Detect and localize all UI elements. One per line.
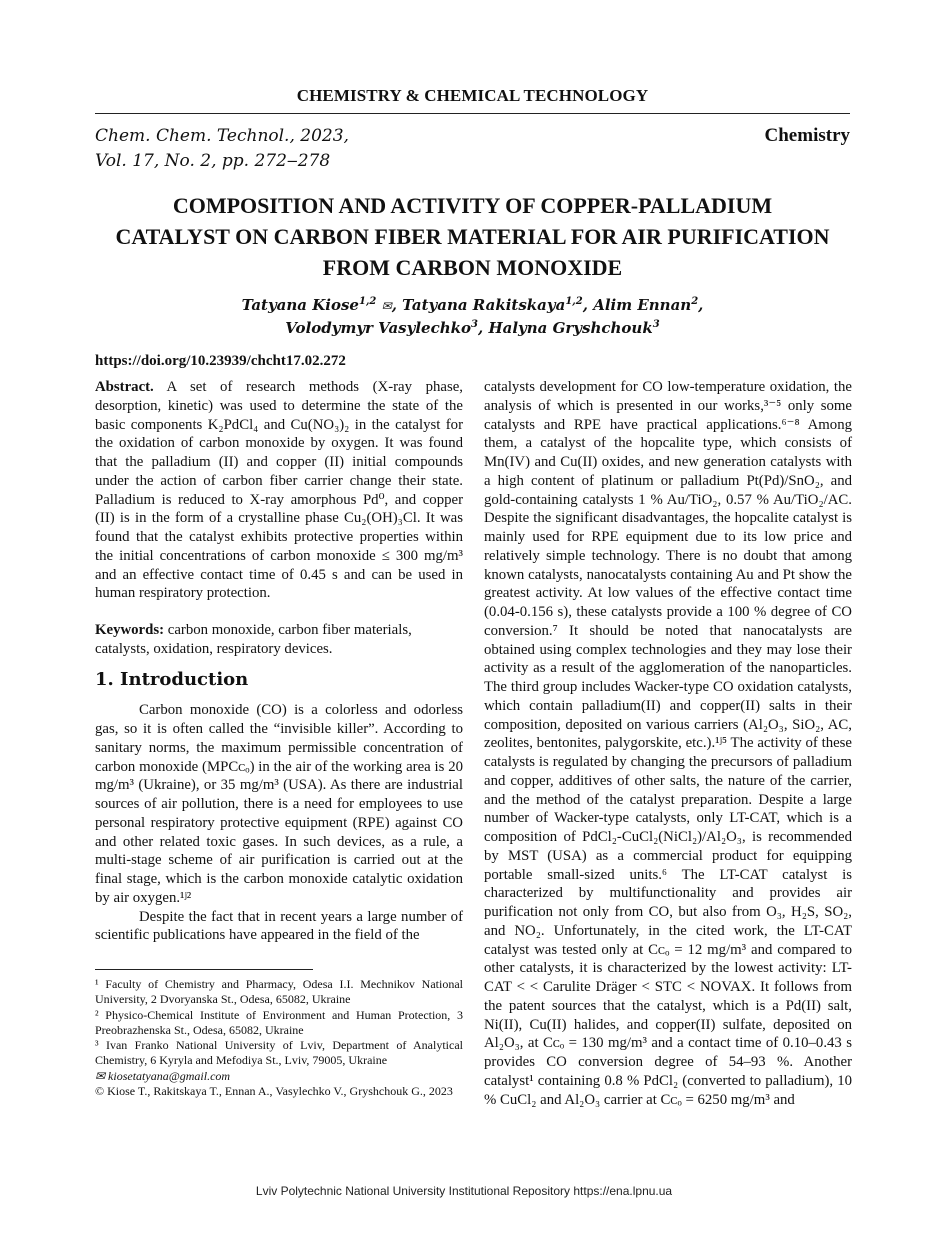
abstract-label: Abstract. xyxy=(95,379,154,395)
doi-link[interactable]: https://doi.org/10.23939/chcht17.02.272 xyxy=(95,353,346,369)
section-label: Chemistry xyxy=(764,125,850,146)
footnote-2: ² Physico-Chemical Institute of Environment and Human Protection, 3 Preobrazhenska St., Odesa, 65082, Ukraine xyxy=(95,1007,463,1037)
author-affiliation: 1,2 xyxy=(565,296,583,307)
author-affiliation: 3 xyxy=(471,319,478,330)
article-title xyxy=(95,190,850,283)
footnotes xyxy=(95,977,463,1099)
right-column-text: catalysts development for CO low-temperature oxidation, the analysis of which is presented in our works,³⁻⁵ only some catalysts and RPE have practical applications.⁶⁻⁸ Among them, a catalyst of the hopcalite type, which consists of Mn(IV) and Cu(II) oxides, and new generation catalysts with a high content of platinum or palladium Pt(Pd)/SnO₂, and gold-containing catalysts 1 % Au/TiO₂, 0.57 % Au/TiO₂/AC. Despite the significant disadvantages, the hopcalite catalyst is mainly used for RPE equipment due to its low price and relatively simple technology. There is no doubt that among known catalysts, nanocatalysts containing Au and Pt show the greatest activity. At low values of the effective contact time (0.04-0.156 s), these catalysts provide a 100 % degree of CO conversion.⁷ It should be noted that nanocatalysts are obtained using complex technologies and they may lose their activity as a result of the agglomeration of the nanoparticles. The third group includes Wacker-type CO oxidation catalysts, which contain palladium(II) and copper(II) salts in their composition, deposited on various carriers (Al₂O₃, SiO₂, AC, zeolites, bentonites, palygorskite, etc.).¹ʲ⁵ The activity of these catalysts is regulated by changing the precursors of palladium and copper, additives of other salts, the nature of the carrier, and the method of the catalyst preparation. Despite a large number of Wacker-type catalysts, only LT-CAT, which is a composition of PdCl₂-CuCl₂(NiCl₂)/Al₂O₃, is recommended by MST (USA) as a commercial product for equipping portable small-sized units.⁶ The LT-CAT catalyst is characterized by multifunctionality and provides air purification not only from CO, but also from O₃, H₂S, SO₂, and NO₂. Unfortunately, in the cited work, the LT-CAT catalyst was tested only at Cᴄₒ = 12 mg/m³ and compared to other catalysts, it is characterized by the lowest activity: LT-CAT < < Carulite Dräger < STC < NOVAX. It follows from the patent sources that the catalyst, which is a Pd(II) salt, Ni(II), Cu(II) halides, and copper(II) sulfate, deposited on Al₂O₃, at Cᴄₒ = 130 mg/m³ and a contact time of 0.10–0.43 s provides CO conversion degree of 54–93 %. Another catalyst¹ containing 0.8 % PdCl₂ (converted to palladium), 10 % CuCl₂ and Al₂O₃ carrier at Cᴄₒ = 6250 mg/m³ and xyxy=(484,379,852,1108)
footnote-3: ³ Ivan Franko National University of Lviv, Department of Analytical Chemistry, 6 Kyryla and Mefodiya St., Lviv, 79005, Ukraine xyxy=(95,1038,463,1068)
author-name: Tatyana Rakitskaya xyxy=(402,296,566,314)
author-name: Halyna Gryshchouk xyxy=(488,319,653,337)
footnote-email[interactable]: ✉ kiosetatyana@gmail.com xyxy=(95,1068,231,1083)
author-affiliation: 2 xyxy=(691,296,699,307)
intro-paragraph-1: Carbon monoxide (CO) is a colorless and odorless gas, so it is often called the “invisible killer”. According to sanitary norms, the maximum permissible concentration of carbon monoxide (MPCᴄₒ) in the air of the working area is 20 mg/m³ (Ukraine), or 35 mg/m³ (USA). As there are industrial sources of air pollution, there is a need for employees to use personal respiratory protective equipment (RPE) against CO and other related toxic gases. In such devices, as a rule, a multi-stage scheme of air purification is carried out at the final stage, which is the carbon monoxide catalytic oxidation by air oxygen.¹ʲ² xyxy=(95,702,463,906)
keywords-text: carbon monoxide, carbon fiber materials, catalysts, oxidation, respiratory devices. xyxy=(95,622,412,657)
title-line-2: CATALYST ON CARBON FIBER MATERIAL FOR AIR PURIFICATION xyxy=(115,224,830,249)
right-column xyxy=(484,378,852,1109)
title-line-3: FROM CARBON MONOXIDE xyxy=(322,255,623,280)
citation xyxy=(95,124,349,174)
abstract-text: A set of research methods (X-ray phase, desorption, kinetic) was used to determine the state of the basic components K₂PdCl₄ and Cu(NO₃)₂ in the catalyst for the oxidation of carbon monoxide by oxygen. It was found that the palladium (II) and copper (II) initial compounds under the action of carbon fiber carrier change their state. Palladium is reduced to X-ray amorphous Pd⁰, and copper (II) is in the form of a crystalline phase Cu₂(OH)₃Cl. It was found that the catalyst exhibits protective properties within the initial concentrations of carbon monoxide ≤ 300 mg/m³ and an effective contact time of 0.45 s and can be used in human respiratory protection. xyxy=(95,379,463,602)
keywords xyxy=(95,621,463,659)
email-icon: ✉ xyxy=(381,299,392,313)
footnote-1: ¹ Faculty of Chemistry and Pharmacy, Odesa I.I. Mechnikov National University, 2 Dvoryanska St., Odesa, 65082, Ukraine xyxy=(95,977,463,1007)
author-list: Tatyana Kiose$^{1,2}$ ✉, Tatyana Rakitskaya$^{1,2}$, Alim Ennan$^2$, Volodymyr Vasylechko$^3$, Halyna Gryshchouk$^3$ xyxy=(241,296,704,337)
intro-paragraph-2: Despite the fact that in recent years a large number of scientific publications have appeared in the field of the xyxy=(95,908,463,944)
header-divider xyxy=(95,113,850,114)
author-affiliation: 1,2 xyxy=(358,296,377,307)
author-name: Tatyana Kiose xyxy=(241,296,359,314)
citation-line-2: Vol. 17, No. 2, pp. 272‒278 xyxy=(95,151,331,171)
author-name: Alim Ennan xyxy=(593,296,692,314)
keywords-label: Keywords: xyxy=(95,622,165,638)
footnote-copyright: © Kiose T., Rakitskaya T., Ennan A., Vasylechko V., Gryshchouk G., 2023 xyxy=(95,1084,453,1099)
abstract xyxy=(95,378,463,603)
intro-heading: 1. Introduction xyxy=(95,668,249,690)
repository-footer: Lviv Polytechnic National University Institutional Repository https://ena.lpnu.ua xyxy=(255,1184,673,1198)
left-column xyxy=(95,378,463,945)
footnote-divider xyxy=(95,969,313,970)
citation-line-1: Chem. Chem. Technol., 2023, xyxy=(95,126,349,146)
author-affiliation: 3 xyxy=(652,319,660,330)
author-name: Volodymyr Vasylechko xyxy=(285,319,472,337)
journal-header: CHEMISTRY & CHEMICAL TECHNOLOGY xyxy=(296,86,649,105)
title-line-1: COMPOSITION AND ACTIVITY OF COPPER-PALLADIUM xyxy=(172,193,773,218)
